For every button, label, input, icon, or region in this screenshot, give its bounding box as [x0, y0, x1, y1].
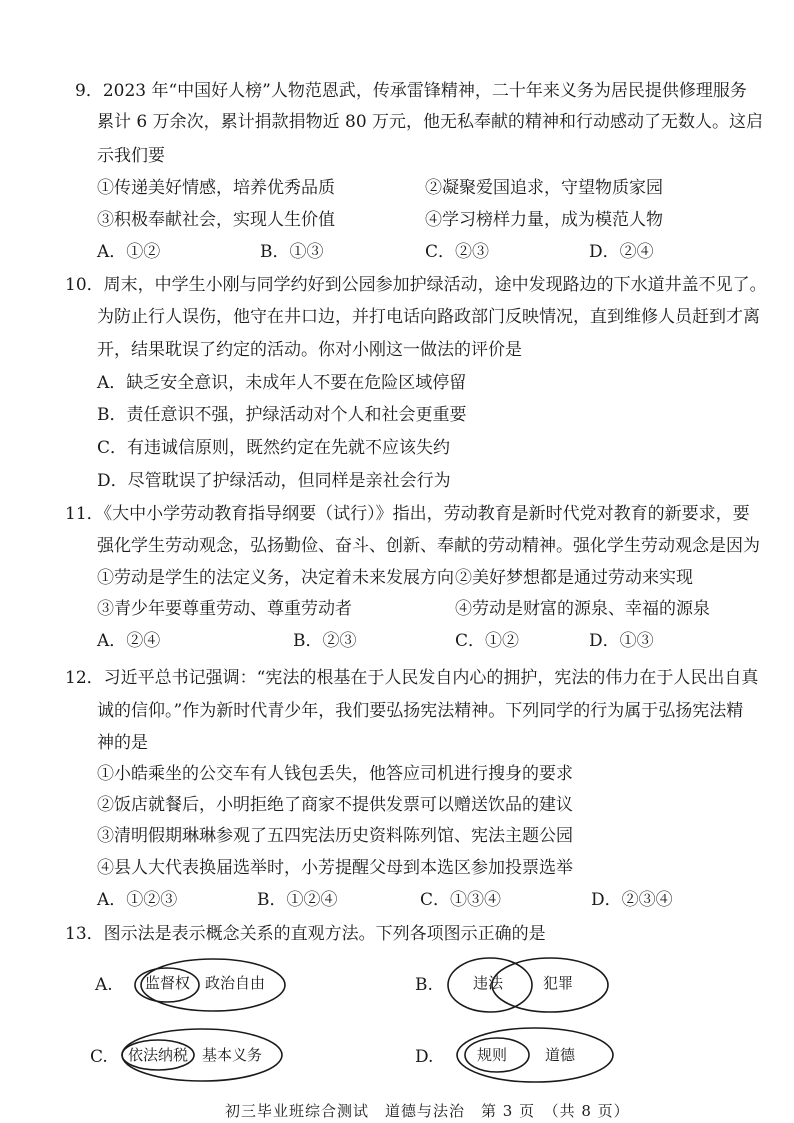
q9-stem-line-1: 9．2023 年“中国好人榜”人物范恩武，传承雷锋精神，二十年来义务为居民提供修理服务	[75, 81, 747, 101]
q12-item-2: ②饭店就餐后，小明拒绝了商家不提供发票可以赠送饮品的建议	[97, 795, 573, 815]
q11-item-1: ①劳动是学生的法定义务，决定着未来发展方向	[97, 568, 454, 588]
q11-item-3: ③青少年要尊重劳动、尊重劳动者	[97, 599, 352, 619]
q13-c-outer-label: 基本义务	[202, 1046, 263, 1064]
q13-b-left-label: 违法	[473, 974, 504, 992]
q13-option-d[interactable]	[415, 1025, 635, 1085]
q9-choice-c[interactable]: C．②③	[425, 242, 490, 262]
q11-stem-line-1: 11．《大中小学劳动教育指导纲要（试行）》指出，劳动教育是新时代党对教育的新要求，要	[65, 504, 750, 524]
q10-choice-a[interactable]: A．缺乏安全意识，未成年人不要在危险区域停留	[97, 373, 467, 393]
q9-item-3: ③积极奉献社会，实现人生价值	[97, 210, 335, 230]
q13-option-b[interactable]	[415, 955, 635, 1015]
q12-choice-b[interactable]: B．①②④	[257, 890, 338, 910]
q9-choice-d[interactable]: D．②④	[589, 242, 654, 262]
q9-choices	[97, 241, 697, 263]
q11-choice-b[interactable]: B．②③	[293, 631, 357, 651]
q12-choice-a[interactable]: A．①②③	[97, 890, 178, 910]
q13-d-right-label: 道德	[545, 1046, 576, 1064]
q9-item-2: ②凝聚爱国追求，守望物质家园	[425, 178, 663, 198]
q11-choice-d[interactable]: D．①③	[589, 631, 654, 651]
q12-item-3: ③清明假期琳琳参观了五四宪法历史资料陈列馆、宪法主题公园	[97, 826, 573, 846]
q13-c-inner-label: 依法纳税	[128, 1046, 189, 1064]
q9-item-4: ④学习榜样力量，成为模范人物	[425, 210, 663, 230]
q13-option-d-diagram	[415, 1025, 635, 1085]
q13-stem: 13．图示法是表示概念关系的直观方法。下列各项图示正确的是	[65, 924, 546, 944]
q13-option-d-letter: D.	[415, 1047, 434, 1067]
q13-option-c-letter: C.	[90, 1047, 108, 1067]
q10-choice-b[interactable]: B．责任意识不强，护绿活动对个人和社会更重要	[97, 405, 467, 425]
q13-option-a[interactable]	[95, 955, 295, 1015]
q9-item-1: ①传递美好情感，培养优秀品质	[97, 178, 335, 198]
q11-choices	[97, 630, 697, 652]
q9-choice-a[interactable]: A．①②	[97, 242, 161, 262]
q10-choice-d[interactable]: D．尽管耽误了护绿活动，但同样是亲社会行为	[97, 471, 451, 491]
page-footer: 初三毕业班综合测试 道德与法治 第 3 页 （共 8 页）	[225, 1102, 630, 1120]
q12-choice-c[interactable]: C．①③④	[420, 890, 502, 910]
q11-item-4: ④劳动是财富的源泉、幸福的源泉	[455, 599, 710, 619]
q12-stem-line-2: 诚的信仰。”作为新时代青少年，我们要弘扬宪法精神。下列同学的行为属于弘扬宪法精	[97, 701, 744, 721]
q12-stem-line-3: 神的是	[97, 733, 148, 753]
q9-choice-b[interactable]: B．①③	[260, 242, 324, 262]
q10-stem-line-2: 为防止行人误伤，他守在井口边，并打电话向路政部门反映情况，直到维修人员赶到才离	[97, 307, 760, 327]
q13-a-inner-label: 监督权	[145, 974, 191, 992]
q9-stem-line-3: 示我们要	[97, 146, 165, 166]
q11-choice-c[interactable]: C．①②	[455, 631, 520, 651]
q10-choice-c[interactable]: C．有违诚信原则，既然约定在先就不应该失约	[97, 438, 451, 458]
q12-item-4: ④县人大代表换届选举时，小芳提醒父母到本选区参加投票选举	[97, 858, 573, 878]
q12-choices	[97, 889, 697, 911]
q12-stem-line-1: 12．习近平总书记强调：“宪法的根基在于人民发自内心的拥护，宪法的伟力在于人民出自真	[65, 668, 759, 688]
q13-d-left-label: 规则	[477, 1046, 508, 1064]
q13-b-right-label: 犯罪	[543, 974, 574, 992]
q12-item-1: ①小皓乘坐的公交车有人钱包丢失，他答应司机进行搜身的要求	[97, 764, 573, 784]
q10-stem-line-1: 10．周末，中学生小刚与同学约好到公园参加护绿活动，途中发现路边的下水道井盖不见了。	[65, 275, 767, 295]
q11-stem-line-2: 强化学生劳动观念，弘扬勤俭、奋斗、创新、奉献的劳动精神。强化学生劳动观念是因为	[97, 536, 760, 556]
q12-choice-d[interactable]: D．②③④	[591, 890, 673, 910]
q9-stem-line-2: 累计 6 万余次，累计捐款捐物近 80 万元，他无私奉献的精神和行动感动了无数人。这启	[97, 112, 764, 132]
q11-item-2: ②美好梦想都是通过劳动来实现	[455, 568, 693, 588]
q13-a-outer-label: 政治自由	[205, 974, 266, 992]
q13-option-a-letter: A.	[95, 975, 113, 995]
q13-option-b-letter: B.	[415, 975, 433, 995]
q11-choice-a[interactable]: A．②④	[97, 631, 161, 651]
q13-option-b-diagram	[415, 955, 635, 1015]
q10-stem-line-3: 开，结果耽误了约定的活动。你对小刚这一做法的评价是	[97, 340, 522, 360]
q13-option-c[interactable]	[90, 1025, 290, 1085]
